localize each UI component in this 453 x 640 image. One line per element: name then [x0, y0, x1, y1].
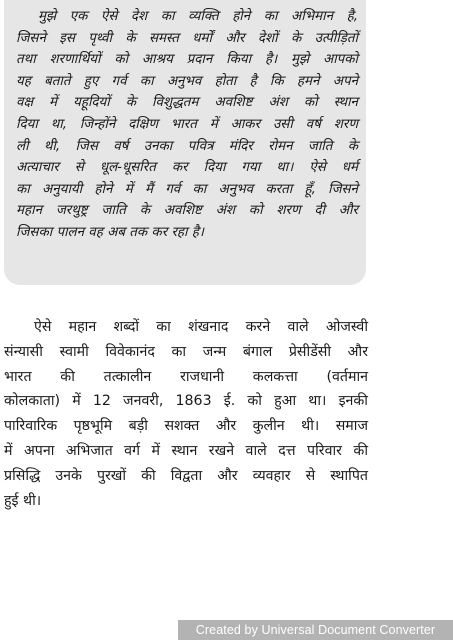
- quote-box: [4, 0, 366, 285]
- quote-line: ली थी, जिस वर्ष उनका पवित्र मंदिर रोमन जाति के: [16, 138, 358, 154]
- converter-watermark: Created by Universal Document Converter: [178, 620, 453, 640]
- body-line: प्रसिद्धि उनके पुरखों की विद्वता और व्यवहार से स्थापित: [4, 467, 368, 484]
- quote-line: तथा शरणार्थियों को आश्रय प्रदान किया है। मुझे आपको: [16, 52, 358, 68]
- body-line: पारिवारिक पृष्ठभूमि बड़ी सशक्त और कुलीन थी। समाज: [4, 418, 368, 435]
- quote-line: मुझे एक ऐसे देश का व्यक्ति होने का अभिमान है,: [38, 9, 358, 24]
- quote-line: जिसने इस पृथ्वी के समस्त धर्मों और देशों के उत्पीड़ितों: [16, 30, 358, 46]
- body-line: भारत की तत्कालीन राजधानी कलकत्ता (वर्तमान: [4, 368, 368, 385]
- quote-line: वक्ष में यहूदियों के विशुद्धतम अवशिष्ट अंश को स्थान: [16, 95, 358, 111]
- quote-line: महान जरथुष्ट्र जाति के अवशिष्ट अंश को शरण दी और: [16, 203, 358, 219]
- body-line: संन्यासी स्वामी विवेकानंद का जन्म बंगाल प्रेसीडेंसी और: [4, 343, 368, 360]
- quote-line: यह बताते हुए गर्व का अनुभव होता है कि हमने अपने: [16, 73, 358, 89]
- quote-line: दिया था, जिन्होंने दक्षिण भारत में आकर उसी वर्ष शरण: [16, 116, 358, 132]
- quote-line: अत्याचार से धूल-धूसरित कर दिया गया था। ऐसे धर्म: [16, 160, 358, 176]
- body-line: ऐसे महान शब्दों का शंखनाद करने वाले ओजस्वी: [34, 319, 368, 335]
- body-line: में अपना अभिजात वर्ग में स्थान रखने वाले दत्त परिवार की: [4, 442, 368, 459]
- quote-line: जिसका पालन वह अब तक कर रहा है।: [16, 224, 204, 240]
- body-line: कोलकाता) में 12 जनवरी, 1863 ई. को हुआ था। इनकी: [4, 393, 368, 410]
- body-line: हुई थी।: [4, 492, 42, 509]
- quote-line: का अनुयायी होने में मैं गर्व का अनुभव करता हूँ, जिसने: [16, 181, 358, 197]
- body-paragraph: [4, 315, 368, 513]
